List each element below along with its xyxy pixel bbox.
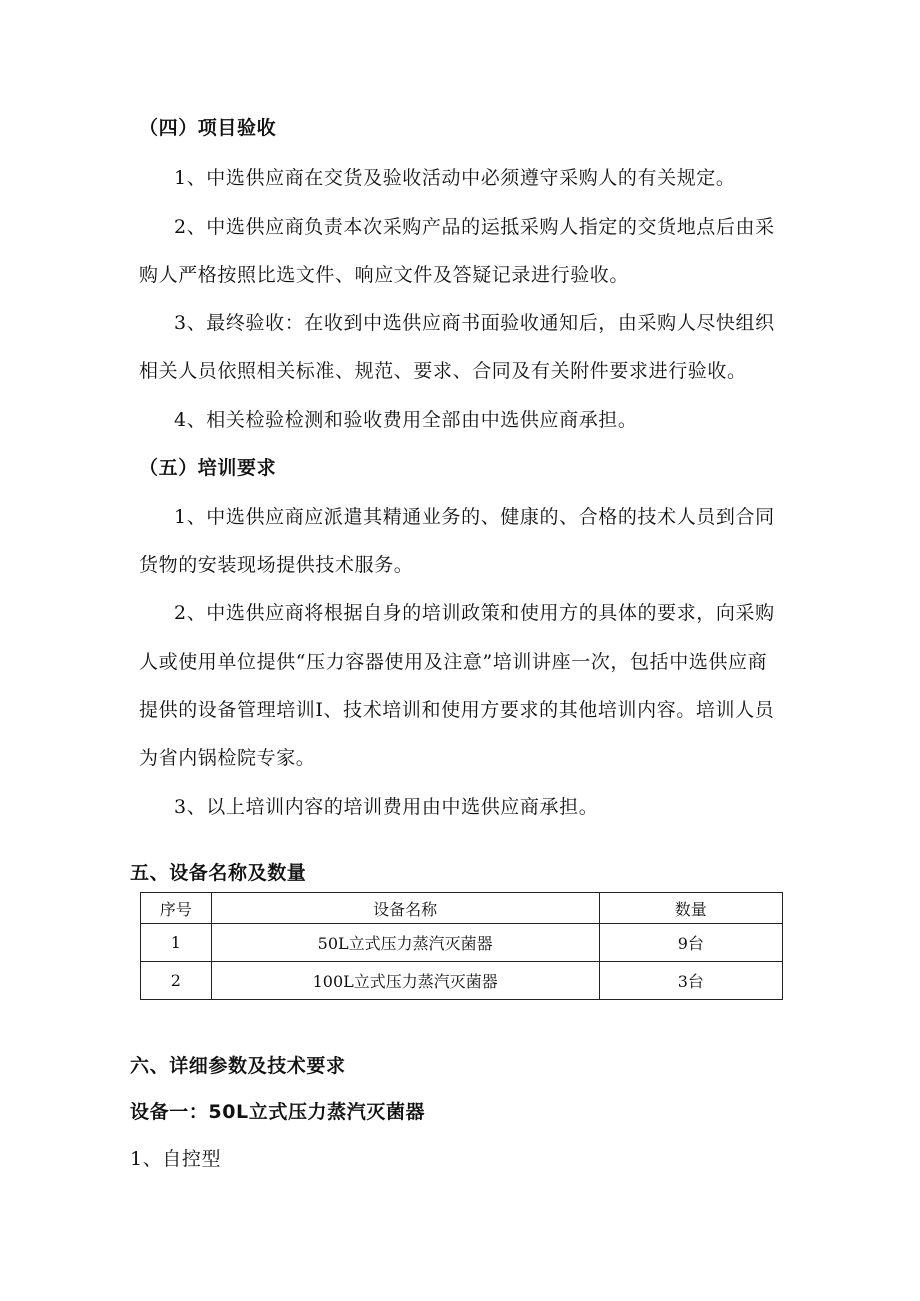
table-cell-quantity: 9台 xyxy=(599,924,782,962)
table-header-row xyxy=(141,893,783,924)
training-item-2-cont-3: 为省内锅检院专家。 xyxy=(139,747,316,769)
equipment-table xyxy=(140,892,783,1000)
section-heading-training: （五）培训要求 xyxy=(139,457,277,479)
table-header-quantity: 数量 xyxy=(599,893,782,924)
table-header-index: 序号 xyxy=(141,893,212,924)
training-item-2-cont-1: 人或使用单位提供“压力容器使用及注意”培训讲座一次，包括中选供应商 xyxy=(139,651,768,673)
table-cell-name: 100L立式压力蒸汽灭菌器 xyxy=(211,962,599,1000)
table-cell-index: 2 xyxy=(141,962,212,1000)
acceptance-item-1: 1、中选供应商在交货及验收活动中必须遵守采购人的有关规定。 xyxy=(174,167,736,189)
table-row xyxy=(141,962,783,1000)
acceptance-item-3-cont: 相关人员依照相关标准、规范、要求、合同及有关附件要求进行验收。 xyxy=(139,360,747,382)
acceptance-item-2: 2、中选供应商负责本次采购产品的运抵采购人指定的交货地点后由采 xyxy=(174,216,775,238)
device-title: 设备一：50L立式压力蒸汽灭菌器 xyxy=(130,1101,426,1123)
training-item-1: 1、中选供应商应派遣其精通业务的、健康的、合格的技术人员到合同 xyxy=(174,506,775,528)
section-heading-specs: 六、详细参数及技术要求 xyxy=(130,1055,346,1077)
acceptance-item-2-cont: 购人严格按照比选文件、响应文件及答疑记录进行验收。 xyxy=(139,264,630,286)
training-item-3: 3、以上培训内容的培训费用由中选供应商承担。 xyxy=(174,796,599,818)
training-item-1-cont: 货物的安装现场提供技术服务。 xyxy=(139,554,414,576)
table-cell-index: 1 xyxy=(141,924,212,962)
acceptance-item-4: 4、相关检验检测和验收费用全部由中选供应商承担。 xyxy=(174,409,638,431)
spec-item-1: 1、自控型 xyxy=(130,1148,222,1170)
table-row xyxy=(141,924,783,962)
training-item-2: 2、中选供应商将根据自身的培训政策和使用方的具体的要求，向采购 xyxy=(174,602,775,624)
section-heading-equipment: 五、设备名称及数量 xyxy=(130,862,307,884)
table-cell-quantity: 3台 xyxy=(599,962,782,1000)
table-header-name: 设备名称 xyxy=(211,893,599,924)
acceptance-item-3: 3、最终验收：在收到中选供应商书面验收通知后，由采购人尽快组织 xyxy=(174,312,775,334)
table-cell-name: 50L立式压力蒸汽灭菌器 xyxy=(211,924,599,962)
section-heading-acceptance: （四）项目验收 xyxy=(139,117,277,139)
training-item-2-cont-2: 提供的设备管理培训I、技术培训和使用方要求的其他培训内容。培训人员 xyxy=(139,699,775,721)
